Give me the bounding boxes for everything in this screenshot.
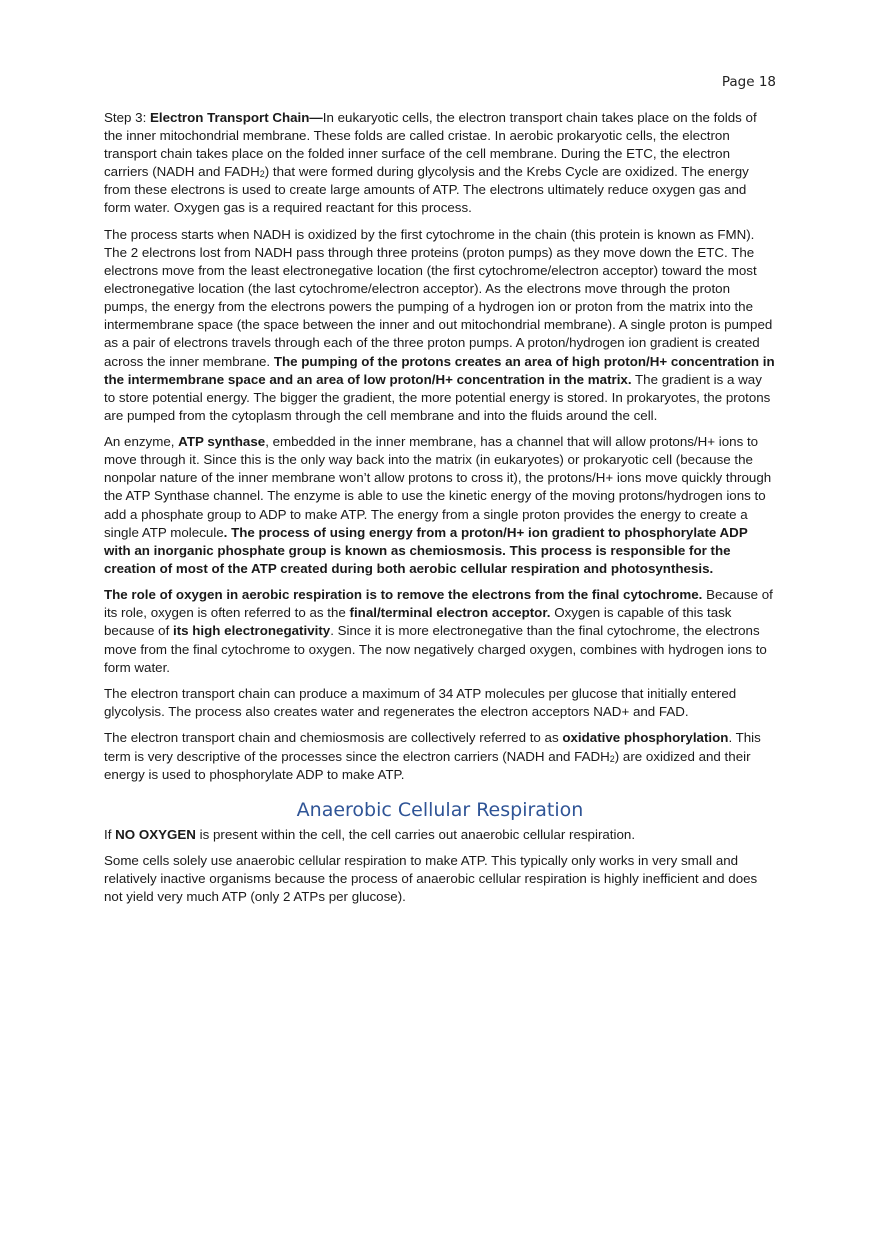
bold-term: NO OXYGEN	[115, 826, 196, 842]
bold-statement: The role of oxygen in aerobic respiration is to remove the electrons from the final cytochrome.	[104, 587, 703, 603]
page-content	[104, 109, 776, 915]
paragraph-atp-yield: The electron transport chain can produce a maximum of 34 ATP molecules per glucose that initially entered glycolysis. The process also creates water and regenerates the electron acceptors NAD+ and FAD.	[104, 686, 737, 720]
paragraph-oxidative-phosphorylation: The electron transport chain and chemiosmosis are collectively referred to as oxidative phosphorylation. This term is very descriptive of the processes since the electron carriers (NADH and $FADH_2$) are oxidized and their energy is used to phosphorylate ADP to make ATP.	[104, 730, 761, 782]
paragraph-atp-synthase: An enzyme, ATP synthase, embedded in the inner membrane, has a channel that will allow protons/H+ ions to move through it. Since this is the only way back into the matrix (in eukaryotes) or prokaryotic cell (because the nonpolar nature of the inner membrane won’t allow protons to cross it), the protons/H+ ions move quickly through the ATP Synthase channel. The enzyme is able to use the kinetic energy of the moving protons/hydrogen ions to add a phosphate group to ADP to make ATP. The energy from a single proton provides the energy to create a single ATP molecule. The process of using energy from a proton/H+ ion gradient to phosphorylate ADP with an inorganic phosphate group is known as chemiosmosis. This process is responsible for the creation of most of the ATP created during both aerobic cellular respiration and photosynthesis.	[104, 434, 772, 576]
bold-term: Electron Transport Chain—	[150, 110, 323, 125]
bold-term: its high electronegativity	[173, 623, 331, 639]
paragraph-proton-gradient: The process starts when NADH is oxidized by the first cytochrome in the chain (this protein is known as FMN). The 2 electrons lost from NADH pass through three proteins (proton pumps) as they move down the ETC. The electrons move from the least electronegative location (the first cytochrome/electron acceptor) toward the most electronegative location (the last cytochrome/electron acceptor). As the electrons move through the proton pumps, the energy from the electrons powers the pumping of a hydrogen ion or proton from the matrix into the intermembrane space (the space between the inner and out mitochondrial membrane). A single proton is pumped as a pair of electrons travels through each of the three proton pumps. A proton/hydrogen ion gradient is created across the inner membrane. The pumping of the protons creates an area of high proton/H+ concentration in the intermembrane space and an area of low proton/H+ concentration in the matrix. The gradient is a way to store potential energy. The bigger the gradient, the more potential energy is stored. In prokaryotes, the protons are pumped from the cytoplasm through the cell membrane and into the fluids around the cell.	[104, 226, 775, 423]
paragraph-no-oxygen: If NO OXYGEN is present within the cell, the cell carries out anaerobic cellular respiration.	[104, 826, 636, 842]
paragraph-anaerobic-organisms: Some cells solely use anaerobic cellular respiration to make ATP. This typically only works in very small and relatively inactive organisms because the process of anaerobic cellular respiration is highly inefficient and does not yield very much ATP (only 2 ATPs per glucose).	[104, 853, 758, 905]
subscript: 2	[609, 753, 615, 764]
paragraph-role-of-oxygen: The role of oxygen in aerobic respiration is to remove the electrons from the final cytochrome. Because of its role, oxygen is often referred to as the final/terminal electron acceptor. Oxygen is capable of this task because of its high electronegativity. Since it is more electronegative than the final cytochrome, the electrons move from the final cytochrome to oxygen. The now negatively charged oxygen, combines with hydrogen ions to form water.	[104, 587, 773, 675]
paragraph-electron-transport-chain: Step 3: Electron Transport Chain—In eukaryotic cells, the electron transport chain takes place on the folds of the inner mitochondrial membrane. These folds are called cristae. In aerobic prokaryotic cells, the electron transport chain takes place on the folded inner surface of the cell membrane. During the ETC, the electron carriers (NADH and $FADH_2$) that were formed during glycolysis and the Krebs Cycle are oxidized. The energy from these electrons is used to create large amounts of ATP. The electrons ultimately reduce oxygen gas and form water. Oxygen gas is a required reactant for this process.	[104, 110, 757, 216]
section-heading: Anaerobic Cellular Respiration	[296, 798, 584, 821]
bold-term: ATP synthase	[178, 434, 266, 450]
bold-term: oxidative phosphorylation	[562, 730, 729, 746]
page-number: Page 18	[721, 74, 776, 90]
bold-statement: . The process of using energy from a proton/H+ ion gradient to phosphorylate ADP with an inorganic phosphate group is known as chemiosmosis. This process is responsible for the creation of most of the ATP created during both aerobic cellular respiration and photosynthesis.	[104, 524, 748, 576]
bold-statement: The pumping of the protons creates an area of high proton/H+ concentration in the intermembrane space and an area of low proton/H+ concentration in the matrix.	[104, 353, 775, 387]
subscript: 2	[259, 169, 265, 180]
bold-term: final/terminal electron acceptor.	[349, 605, 551, 621]
